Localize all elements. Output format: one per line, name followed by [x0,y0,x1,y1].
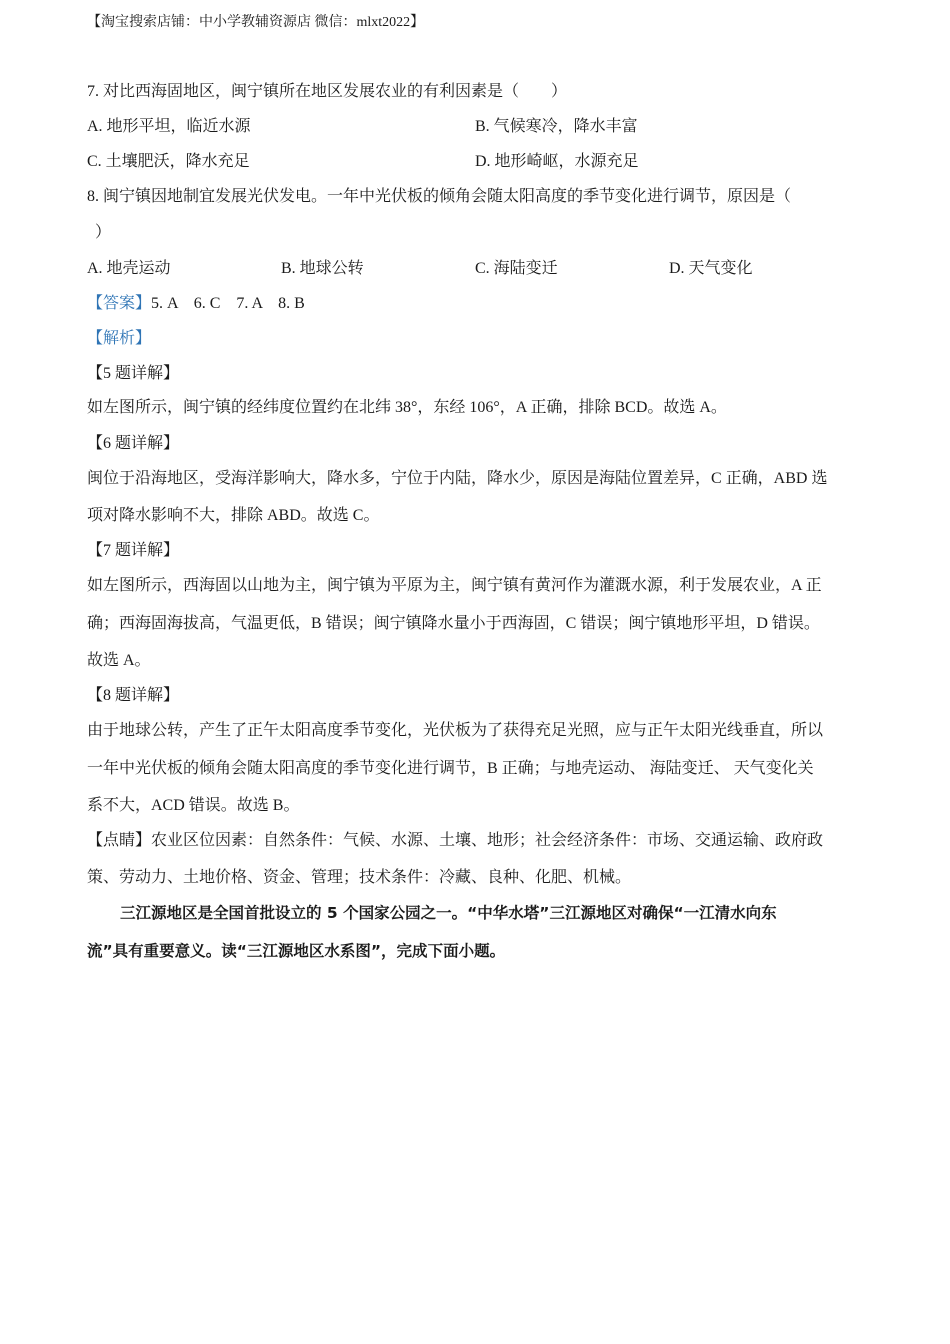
page-header: 【淘宝搜索店铺：中小学教辅资源店 微信：mlxt2022】 [87,15,425,30]
question-7-stem: 7. 对比西海固地区，闽宁镇所在地区发展农业的有利因素是（ ） [87,83,568,100]
detail-6-line: 项对降水影响不大，排除 ABD。故选 C。 [87,507,380,524]
question-8-stem-line1: 8. 闽宁镇因地制宜发展光伏发电。一年中光伏板的倾角会随太阳高度的季节变化进行调节，原因是（ [87,188,792,205]
detail-7-title: 【7 题详解】 [87,542,180,559]
q7-option-b: B. 气候寒冷，降水丰富 [475,118,638,135]
tip-line: 策、劳动力、土地价格、资金、管理；技术条件：冷藏、良种、化肥、机械。 [87,869,632,886]
question-8-stem-line2: ） [95,224,112,241]
intro-paragraph-line: 三江源地区是全国首批设立的 5 个国家公园之一。“中华水塔”三江源地区对确保“一江清水向东 [120,904,777,922]
detail-8-line: 系不大，ACD 错误。故选 B。 [87,797,300,814]
analysis-label: 【解析】 [87,330,152,347]
answer-text: 5. A 6. C 7. A 8. B [151,295,305,312]
detail-6-line: 闽位于沿海地区，受海洋影响大，降水多，宁位于内陆，降水少，原因是海陆位置差异，C 正确，ABD 选 [87,470,828,487]
detail-8-line: 一年中光伏板的倾角会随太阳高度的季节变化进行调节，B 正确；与地壳运动、 海陆变迁、 天气变化关 [87,760,814,777]
tip-line: 【点睛】农业区位因素：自然条件：气候、水源、土壤、地形；社会经济条件：市场、交通运输、政府政 [87,832,824,849]
q7-option-c: C. 土壤肥沃，降水充足 [87,153,250,170]
intro-paragraph-line: 流”具有重要意义。读“三江源地区水系图”，完成下面小题。 [87,942,506,960]
q8-option-c: C. 海陆变迁 [475,260,558,277]
answer-label: 【答案】 [87,295,152,312]
detail-7-line: 如左图所示，西海固以山地为主，闽宁镇为平原为主，闽宁镇有黄河作为灌溉水源，利于发展农业，A 正 [87,577,822,594]
q8-option-d: D. 天气变化 [669,260,753,277]
detail-6-title: 【6 题详解】 [87,435,180,452]
detail-5-line: 如左图所示，闽宁镇的经纬度位置约在北纬 38°，东经 106°，A 正确，排除 BCD。故选 A。 [87,399,727,416]
q8-option-a: A. 地壳运动 [87,260,171,277]
answer-line [87,294,305,314]
detail-8-line: 由于地球公转，产生了正午太阳高度季节变化，光伏板为了获得充足光照，应与正午太阳光线垂直，所以 [87,722,824,739]
detail-7-line: 故选 A。 [87,652,151,669]
q8-option-b: B. 地球公转 [281,260,364,277]
q7-option-d: D. 地形崎岖，水源充足 [475,153,639,170]
detail-8-title: 【8 题详解】 [87,687,180,704]
detail-5-title: 【5 题详解】 [87,365,180,382]
q7-option-a: A. 地形平坦，临近水源 [87,118,251,135]
detail-7-line: 确；西海固海拔高，气温更低，B 错误；闽宁镇降水量小于西海固，C 错误；闽宁镇地形平坦，D 错误。 [87,615,820,632]
